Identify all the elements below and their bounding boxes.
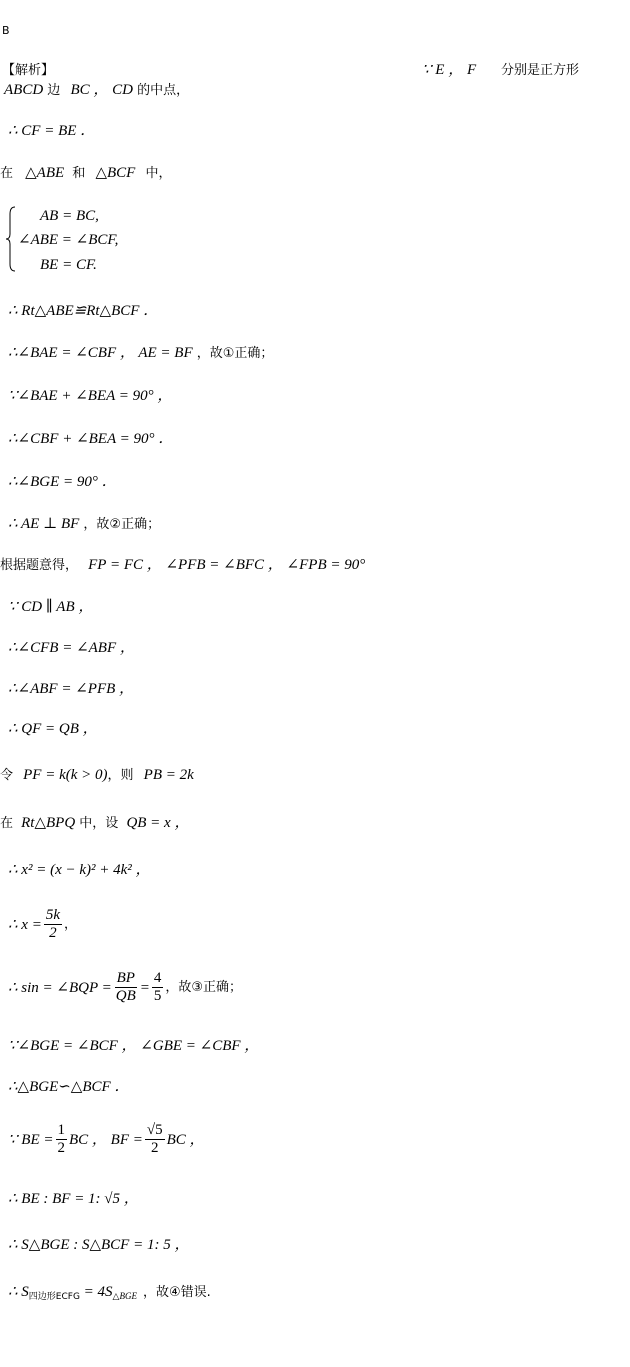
step-perpendicular [8, 514, 160, 534]
fraction-sqrt5-2 [145, 1122, 165, 1157]
perpendicular-equation: ∴ AE ⊥ BF [8, 516, 80, 532]
x-equals: ∴ x = [8, 916, 42, 933]
pf-equation: PF = k(k > 0) [23, 767, 108, 783]
denominator: QB [115, 988, 136, 1004]
step-alt-angles: ∴∠CFB = ∠ABF ， [8, 640, 135, 656]
step-area-ratio: ∴ S△BGE : S△BCF = 1: 5 ， [8, 1237, 190, 1253]
step-abf-pfb: ∴∠ABF = ∠PFB ， [8, 681, 135, 697]
denominator: 2 [49, 925, 57, 941]
equals-4s: = 4S [79, 1284, 113, 1300]
step-set-x [0, 813, 189, 833]
step-right-angle: ∴∠BGE = 90° ． [8, 474, 117, 490]
step-ratio: ∴ BE : BF = 1: √5 ， [8, 1191, 139, 1207]
s-symbol: ∴ S [8, 1284, 29, 1300]
fraction-1-2 [56, 1122, 68, 1157]
step-congruent: ∴ Rt△ABE≌Rt△BCF ． [8, 303, 159, 319]
bf-equals: BC ， BF = [69, 1131, 143, 1148]
step-let-k [0, 765, 194, 785]
bc-comma: BC ， [166, 1131, 205, 1148]
numerator: 5k [45, 907, 60, 923]
edges: BC ， CD [70, 82, 133, 98]
qb-equation: QB = x ， [126, 815, 190, 831]
middle-word: 中， [141, 166, 172, 181]
sin-angle: ∴ sin = ∠BQP = [8, 979, 112, 996]
step-pythagoras: ∴ x² = (x − k)² + 4k² ， [8, 862, 151, 878]
system-eq-1: AB = BC, [40, 208, 99, 224]
then-word: ，则 [107, 768, 138, 783]
equals-sign: = [139, 979, 150, 996]
step-by-question [0, 555, 365, 575]
analysis-header: 【解析】 [2, 63, 55, 78]
system-brace [6, 206, 16, 272]
step-similar: ∴△BGE∽△BCF ． [8, 1079, 130, 1095]
fold-equations: FP = FC ， ∠PFB = ∠BFC ， ∠FPB = 90° [88, 557, 366, 573]
given-square-text: 分别是正方形 [501, 63, 580, 78]
set-word: 中，设 [75, 816, 123, 831]
square-name: ABCD [4, 82, 44, 98]
step-be-bf [8, 1122, 205, 1157]
fraction-5k-over-2 [44, 907, 62, 942]
step-area-quad [8, 1282, 211, 1306]
step-angle-sum-1: ∵∠BAE + ∠BEA = 90° ， [8, 388, 173, 404]
conclusion-4: ，故④错误. [142, 1285, 211, 1300]
step-qf-qb: ∴ QF = QB ， [8, 721, 98, 737]
triangle-subscript: △BGE [112, 1291, 137, 1301]
step-cf-be: ∴ CF = BE ． [8, 123, 96, 139]
conclusion-3: ，故③正确； [165, 979, 243, 995]
pb-equation: PB = 2k [143, 767, 194, 783]
line-in-triangles [0, 163, 171, 183]
step-sin [8, 970, 242, 1005]
denominator: 2 [150, 1140, 159, 1156]
line-midpoints [4, 80, 189, 100]
step-solve-x [8, 907, 77, 942]
fraction-bp-qb [114, 970, 138, 1005]
triangle-bpq: Rt△BPQ [21, 815, 76, 831]
denominator: 5 [153, 988, 162, 1004]
quad-subscript: 四边形ECFG [28, 1292, 80, 1302]
edge-word: 边 [43, 83, 65, 98]
numerator: BP [116, 970, 135, 986]
step-similar-angles: ∵∠BGE = ∠BCF ， ∠GBE = ∠CBF ， [8, 1038, 260, 1054]
fraction-4-5 [152, 970, 164, 1005]
numerator: 1 [57, 1122, 65, 1138]
denominator: 2 [57, 1140, 65, 1156]
numerator: 4 [153, 970, 162, 986]
in-word-2: 在 [0, 816, 18, 831]
midpoint-word: 的中点， [132, 83, 190, 98]
numerator: √5 [146, 1122, 163, 1138]
step-angle-sum-2: ∴∠CBF + ∠BEA = 90° ． [8, 431, 174, 447]
step-parallel: ∵ CD ∥ AB ， [8, 599, 94, 615]
system-eq-3: BE = CF. [40, 257, 97, 273]
angle-equation: ∴∠BAE = ∠CBF ， AE = BF [8, 345, 193, 361]
by-question-text: 根据题意得， [0, 558, 83, 573]
triangle-abe: △ABE [25, 165, 65, 181]
and-word: 和 [68, 166, 90, 181]
system-eq-2: ∠ABE = ∠BCF, [18, 232, 119, 248]
conclusion-2: ，故②正确； [79, 517, 161, 532]
be-equals: ∵ BE = [8, 1131, 54, 1148]
given-points: ∵ E ， F [422, 62, 477, 78]
answer-letter: B [2, 24, 10, 37]
let-word: 令 [0, 768, 18, 783]
conclusion-1: ，故①正确； [192, 346, 274, 361]
comma: ， [64, 916, 78, 932]
in-word: 在 [0, 166, 18, 181]
step-angles-equal [8, 343, 273, 363]
triangle-bcf: △BCF [95, 165, 136, 181]
